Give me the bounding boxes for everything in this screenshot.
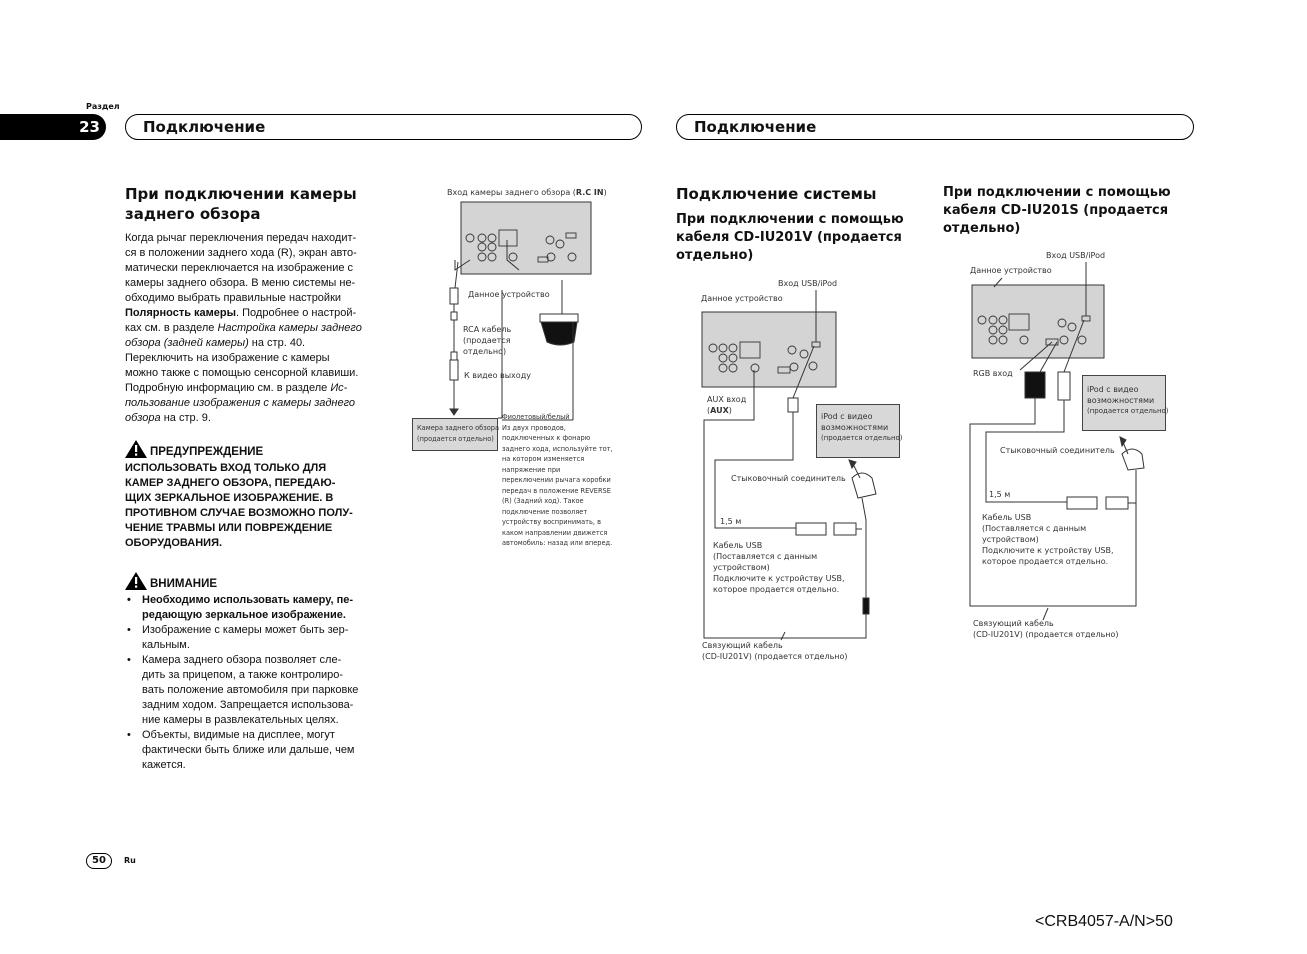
text-line: автомобиль: назад или вперед. <box>502 539 613 547</box>
page-number: 50 <box>86 853 112 869</box>
length-label-3: 1,5 м <box>989 490 1011 499</box>
paragraph-line: Когда рычаг переключения передач находит- <box>125 232 357 244</box>
usb-cable-label-3 <box>982 512 1114 567</box>
usb-input-label-2: Вход USB/iPod <box>778 279 838 288</box>
text-line: (продается отдельно) <box>821 434 903 442</box>
paragraph-line: камеры заднего обзора. В меню системы не- <box>125 277 356 289</box>
paragraph-line: Полярность камеры. Подробнее о настрой- <box>125 307 357 319</box>
caution-item: • Камера заднего обзора позволяет сле- дить за прицепом, а также контролиро- вать положение автомобиля при парковке задним ходом. Запрещается использова- ние камеры в развлекательных целях. <box>125 653 387 728</box>
text-line: подключение позволяет <box>502 507 588 516</box>
device-label-1: Данное устройство <box>468 290 550 299</box>
caution-title: ВНИМАНИЕ <box>150 578 218 590</box>
paragraph-line: обзора (задней камеры) на стр. 40. <box>125 337 306 349</box>
text-line: Связующий кабель <box>702 641 783 650</box>
text-line: устройством) <box>982 535 1039 544</box>
text-line: которое продается отдельно. <box>713 585 840 594</box>
section-number: 23 <box>0 114 106 140</box>
text-line: iPod с видео <box>821 412 873 421</box>
text-line: RCA кабель <box>463 325 512 334</box>
text-line: (R) (Задний ход). Такое <box>502 497 584 505</box>
text-line: (CD-IU201V) (продается отдельно) <box>702 652 848 661</box>
text-line: При подключении с помощью <box>676 212 904 227</box>
text-line: заднего хода, используйте тот, <box>502 444 613 453</box>
document-code: <CRB4057-A/N>50 <box>1035 913 1173 930</box>
text-line: устройству воспринимать, в <box>502 518 601 526</box>
text-line: Связующий кабель <box>973 619 1054 628</box>
text-line: кабеля CD-IU201S (продается <box>943 203 1169 218</box>
paragraph-line: Переключить на изображение с камеры <box>125 352 330 364</box>
text-line: (продается <box>463 336 511 345</box>
text-line: Камера заднего обзора <box>417 424 500 432</box>
usb-input-label-3: Вход USB/iPod <box>1046 251 1106 260</box>
text-line: на котором изменяется <box>502 455 585 463</box>
rcin-label: Вход камеры заднего обзора (R.C IN) <box>447 188 607 197</box>
text-line: устройством) <box>713 563 770 572</box>
text-line: подключенных к фонарю <box>502 434 591 442</box>
text-line: (Поставляется с данным <box>982 524 1087 533</box>
paragraph-line: можно также с помощью сенсорной клавиши. <box>125 367 359 379</box>
section-label: Раздел <box>86 102 120 111</box>
paragraph-line: матически переключается на изображение с <box>125 262 354 274</box>
text-line: При подключении с помощью <box>943 185 1171 200</box>
warning-line: КАМЕР ЗАДНЕГО ОБЗОРА, ПЕРЕДАЮ- <box>125 477 336 489</box>
dock-label-3: Стыковочный соединитель <box>1000 446 1115 455</box>
system-heading: Подключение системы <box>676 185 877 203</box>
text-line: возможностями <box>821 423 889 432</box>
warning-line: ОБОРУДОВАНИЯ. <box>125 537 223 549</box>
warning-line: ЩИХ ЗЕРКАЛЬНОЕ ИЗОБРАЖЕНИЕ. В <box>125 492 334 504</box>
text-line: iPod с видео <box>1087 385 1139 394</box>
camera-heading: При подключении камеры заднего обзора <box>125 185 357 223</box>
text-line: Подключите к устройству USB, <box>713 574 845 583</box>
paragraph-line: ках см. в разделе Настройка камеры заднего <box>125 322 362 334</box>
text-line: возможностями <box>1087 396 1155 405</box>
paragraph-line: ся в положении заднего хода (R), экран авто- <box>125 247 357 259</box>
warning-title: ПРЕДУПРЕЖДЕНИЕ <box>150 446 264 458</box>
paragraph-line: обходимо выбрать правильные настройки <box>125 292 342 304</box>
text-line: отдельно) <box>676 248 754 263</box>
text-line: (продается отдельно) <box>1087 407 1169 415</box>
device-label-3: Данное устройство <box>970 266 1052 275</box>
ipod-box-3 <box>1082 375 1169 431</box>
header-title-right: Подключение <box>676 114 1194 140</box>
aux-label: AUX вход (AUX) <box>707 395 747 415</box>
warning-line: ЧЕНИЕ ТРАВМЫ ИЛИ ПОВРЕЖДЕНИЕ <box>125 522 333 534</box>
warning-line: ИСПОЛЬЗОВАТЬ ВХОД ТОЛЬКО ДЛЯ <box>125 462 327 474</box>
text-line: (CD-IU201V) (продается отдельно) <box>973 630 1119 639</box>
text-line: (продается отдельно) <box>417 434 494 443</box>
text-line: Кабель USB <box>713 541 763 550</box>
text-line: отдельно) <box>943 221 1021 236</box>
head-unit-3 <box>972 285 1104 358</box>
text-line: переключении рычага коробки <box>502 476 611 484</box>
caution-item: • Изображение с камеры может быть зер- кальным. <box>125 623 387 653</box>
paragraph-line: Подробную информацию см. в разделе Ис- <box>125 382 348 394</box>
text-line: Из двух проводов, <box>502 423 566 432</box>
caution-item: • Необходимо использовать камеру, пе- редающую зеркальное изображение. <box>125 593 387 623</box>
warning-line: ПРОТИВНОМ СЛУЧАЕ ВОЗМОЖНО ПОЛУ- <box>125 507 353 519</box>
text-line: (Поставляется с данным <box>713 552 818 561</box>
caution-item: • Объекты, видимые на дисплее, могут фактически быть ближе или дальше, чем кажется. <box>125 728 387 773</box>
text-line: кабеля CD-IU201V (продается <box>676 230 902 245</box>
text-line: отдельно) <box>463 347 507 356</box>
video-out-label: К видео выходу <box>464 371 531 380</box>
text-line: которое продается отдельно. <box>982 557 1109 566</box>
device-label-2: Данное устройство <box>701 294 783 303</box>
language-code: Ru <box>124 856 136 865</box>
length-label-2: 1,5 м <box>720 517 742 526</box>
dock-label-2: Стыковочный соединитель <box>731 474 846 483</box>
paragraph-line: пользование изображения с камеры заднего <box>125 397 355 409</box>
link-cable-label-3 <box>973 618 1119 640</box>
paragraph-line: обзора на стр. 9. <box>125 412 211 424</box>
rgb-label: RGB вход <box>973 369 1013 378</box>
text-line: Фиолетовый/белый <box>502 413 570 421</box>
text-line: Подключите к устройству USB, <box>982 546 1114 555</box>
text-line: каком направлении движется <box>502 528 608 537</box>
text-line: Кабель USB <box>982 513 1032 522</box>
text-line: напряжение при <box>502 465 561 474</box>
text-line: передач в положение REVERSE <box>502 486 611 495</box>
header-title-left: Подключение <box>125 114 642 140</box>
